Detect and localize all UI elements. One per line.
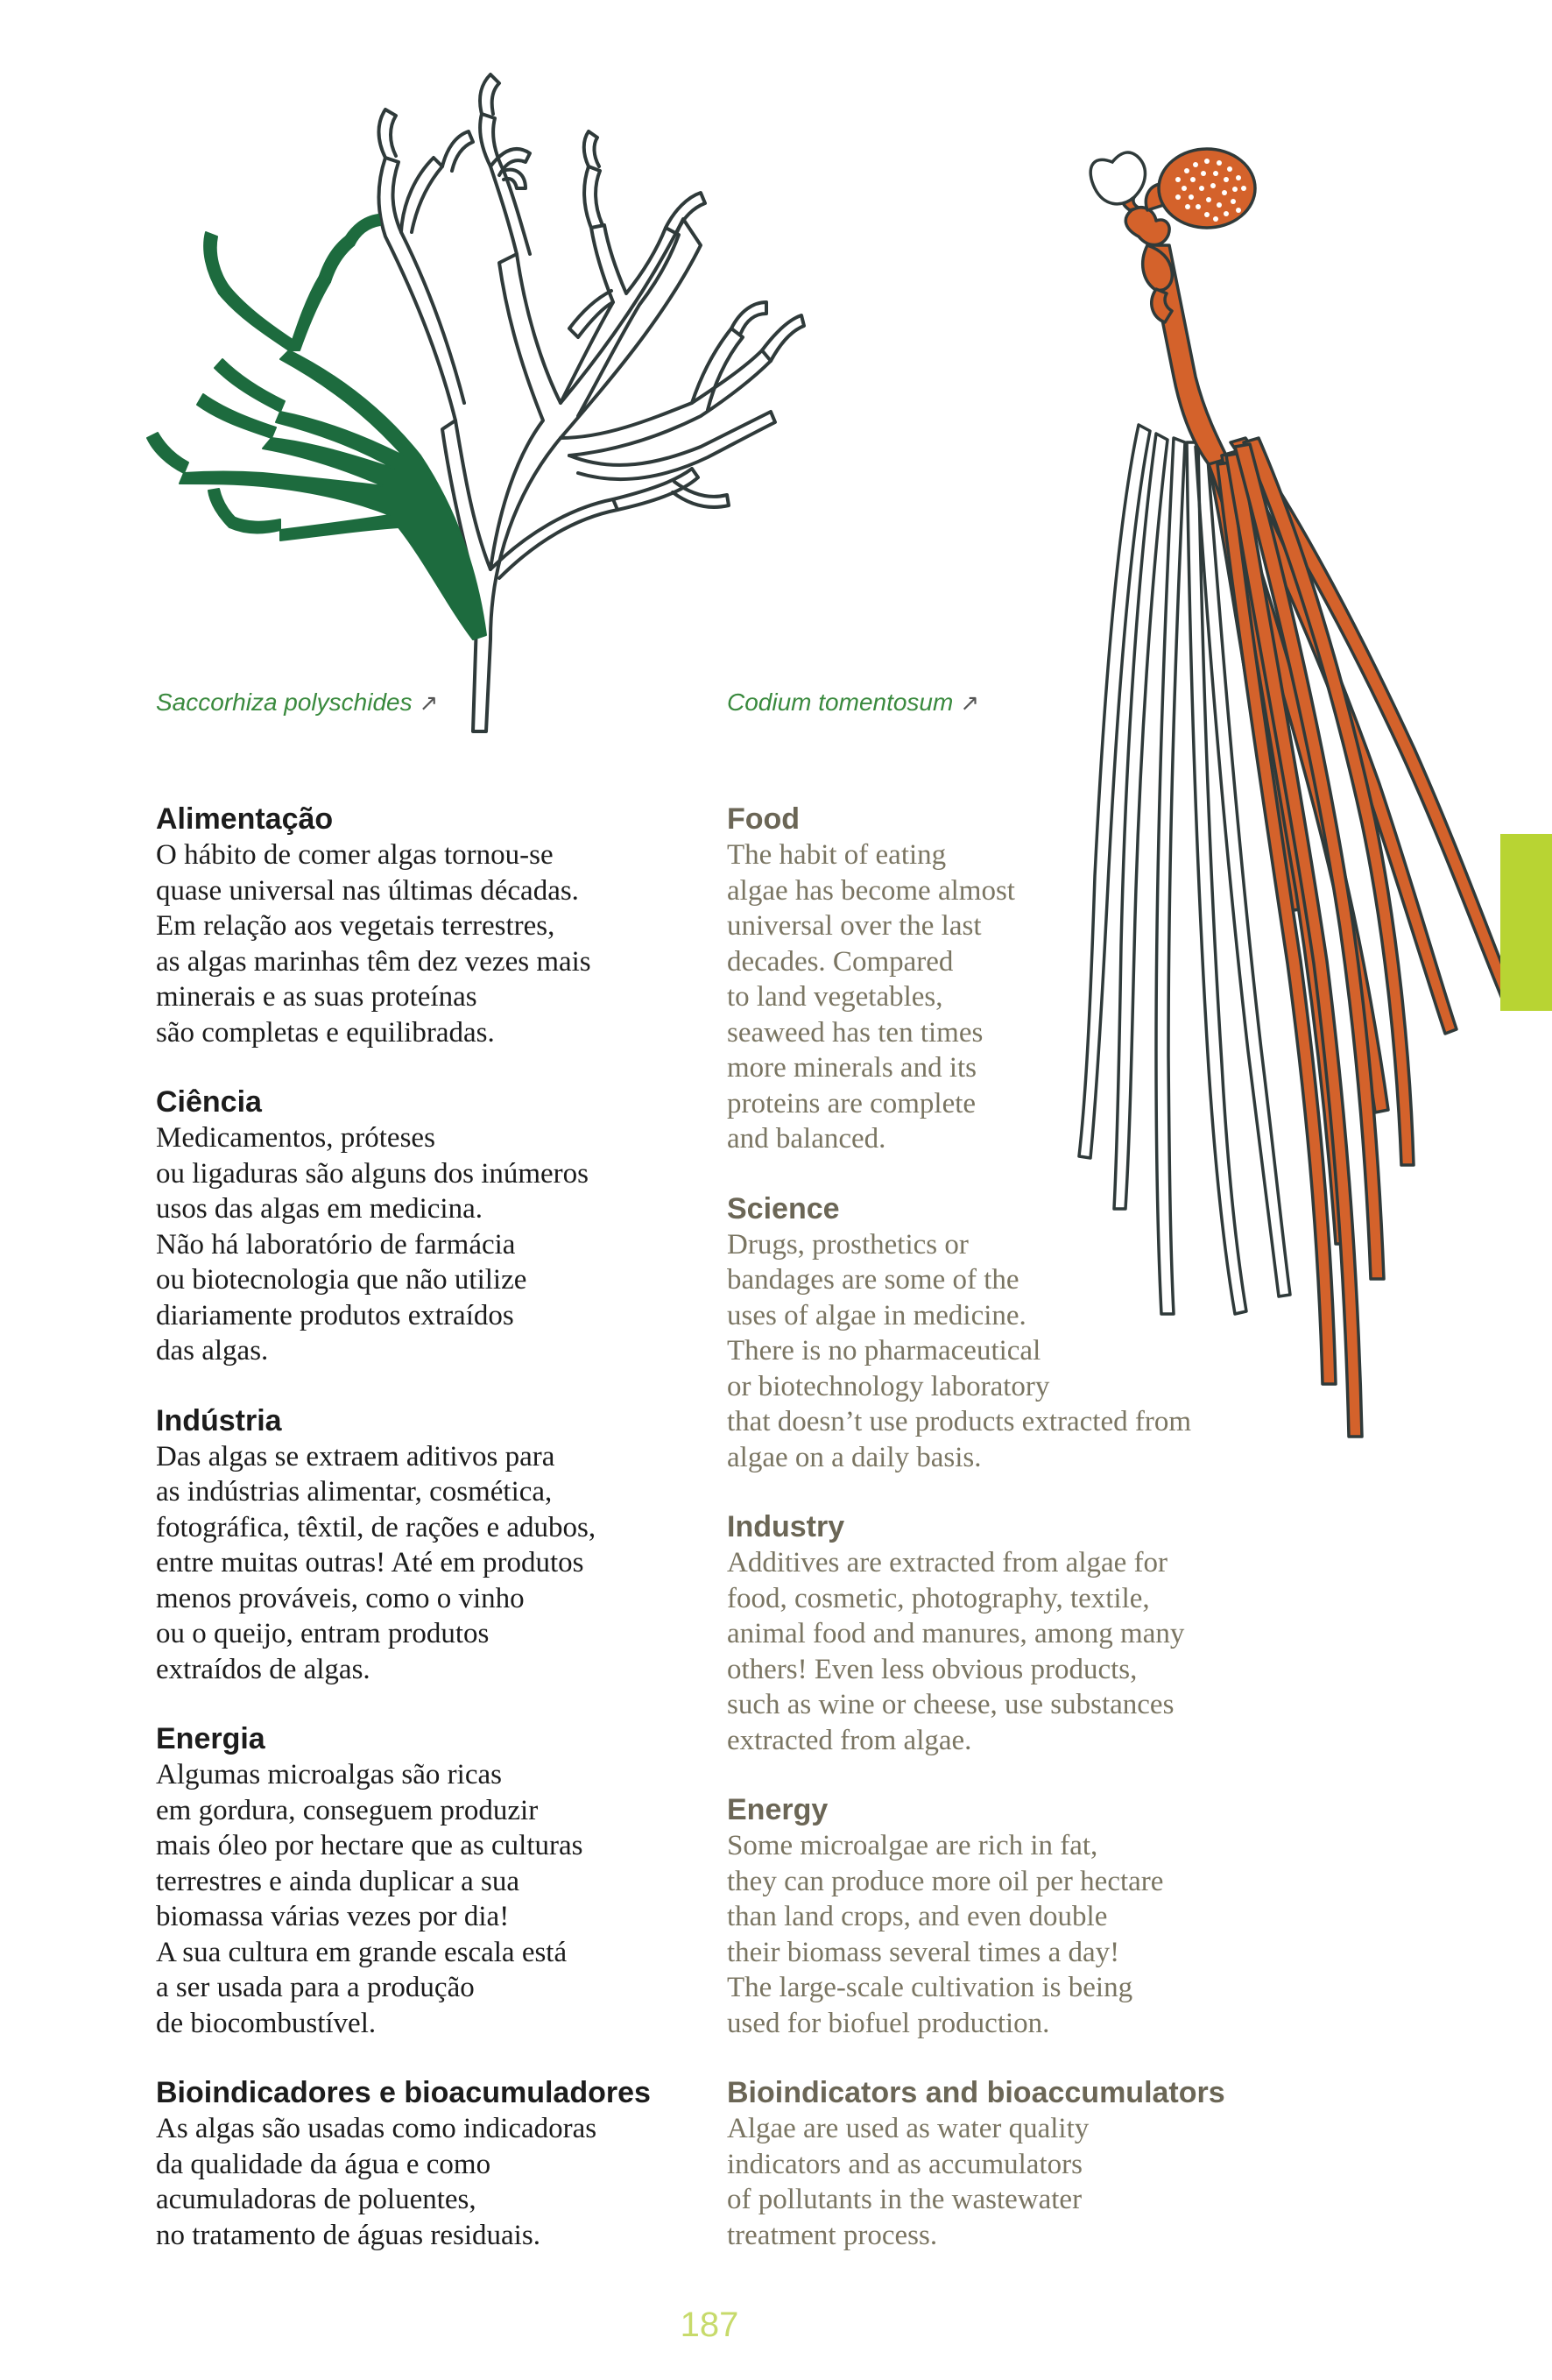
section-heading: Alimentação: [156, 802, 334, 836]
external-link-arrow-icon[interactable]: ↗: [960, 689, 980, 716]
section-food: [727, 802, 1375, 1157]
external-link-arrow-icon[interactable]: ↗: [419, 689, 439, 716]
section-heading: Bioindicadores e bioacumuladores: [156, 2076, 651, 2109]
section-energy: [727, 1792, 1375, 2041]
section-science: [727, 1191, 1375, 1476]
section-industria: [156, 1403, 716, 1688]
chapter-side-tab: [1500, 834, 1552, 1011]
section-body: O hábito de comer algas tornou-se quase universal nas últimas décadas. Em relação aos vegetais terrestres, as algas marinhas têm dez vezes mais minerais e as suas proteínas são completas e equilibradas.: [156, 839, 591, 1049]
section-body: Das algas se extraem aditivos para as indústrias alimentar, cosmética, fotográfica, têxtil, de rações e adubos, entre muitas outras! Até em produtos menos prováveis, como o vinho ou o queijo, entram produtos extraídos de algas.: [156, 1440, 596, 1685]
caption-codium-text: Codium tomentosum: [727, 689, 954, 716]
caption-saccorhiza-text: Saccorhiza polyschides: [156, 689, 413, 716]
section-body: Algae are used as water quality indicators and as accumulators of pollutants in the wastewater treatment process.: [727, 2113, 1090, 2251]
section-heading: Science: [727, 1191, 840, 1225]
section-heading: Energia: [156, 1722, 265, 1755]
section-energia: [156, 1721, 716, 2041]
section-bioindicators: [727, 2075, 1375, 2253]
section-ciencia: [156, 1084, 716, 1369]
portuguese-column: [156, 802, 716, 2287]
section-body: As algas são usadas como indicadoras da qualidade da água e como acumuladoras de poluentes, no tratamento de águas residuais.: [156, 2113, 597, 2251]
section-industry: [727, 1509, 1375, 1758]
section-body: Drugs, prosthetics or bandages are some of the uses of algae in medicine. There is no pharmaceutical or biotechnology laboratory that doesn’t use products extracted from algae on a daily basis.: [727, 1228, 1191, 1473]
section-body: The habit of eating algae has become almost universal over the last decades. Compared to land vegetables, seaweed has ten times more minerals and its proteins are complete and balanced.: [727, 839, 1015, 1155]
section-heading: Food: [727, 802, 801, 836]
section-heading: Bioindicators and bioaccumulators: [727, 2076, 1225, 2109]
section-heading: Energy: [727, 1793, 829, 1826]
english-column: [727, 802, 1375, 2287]
caption-codium: [727, 689, 979, 717]
section-bioindicadores: [156, 2075, 716, 2253]
section-alimentacao: [156, 802, 716, 1050]
section-body: Medicamentos, próteses ou ligaduras são alguns dos inúmeros usos das algas em medicina. Não há laboratório de farmácia ou biotecnologia que não utilize diariamente produtos extraídos das algas.: [156, 1122, 589, 1367]
section-body: Some microalgae are rich in fat, they can produce more oil per hectare than land crops, and even double their biomass several times a day! The large-scale cultivation is being used for biofuel production.: [727, 1830, 1164, 2039]
section-body: Algumas microalgas são ricas em gordura, conseguem produzir mais óleo por hectare que as culturas terrestres e ainda duplicar a sua biomassa várias vezes por dia! A sua cultura em grande escala está a ser usada para a produção de biocombustível.: [156, 1759, 583, 2039]
section-heading: Ciência: [156, 1085, 262, 1119]
saccorhiza-illustration: [147, 74, 804, 731]
section-heading: Industry: [727, 1510, 845, 1543]
section-body: Additives are extracted from algae for food, cosmetic, photography, textile, animal food and manures, among many others! Even less obvious products, such as wine or cheese, use substances extracted from algae.: [727, 1547, 1185, 1756]
page-number: 187: [680, 2306, 739, 2344]
caption-saccorhiza: [156, 689, 438, 717]
section-heading: Indústria: [156, 1403, 282, 1437]
